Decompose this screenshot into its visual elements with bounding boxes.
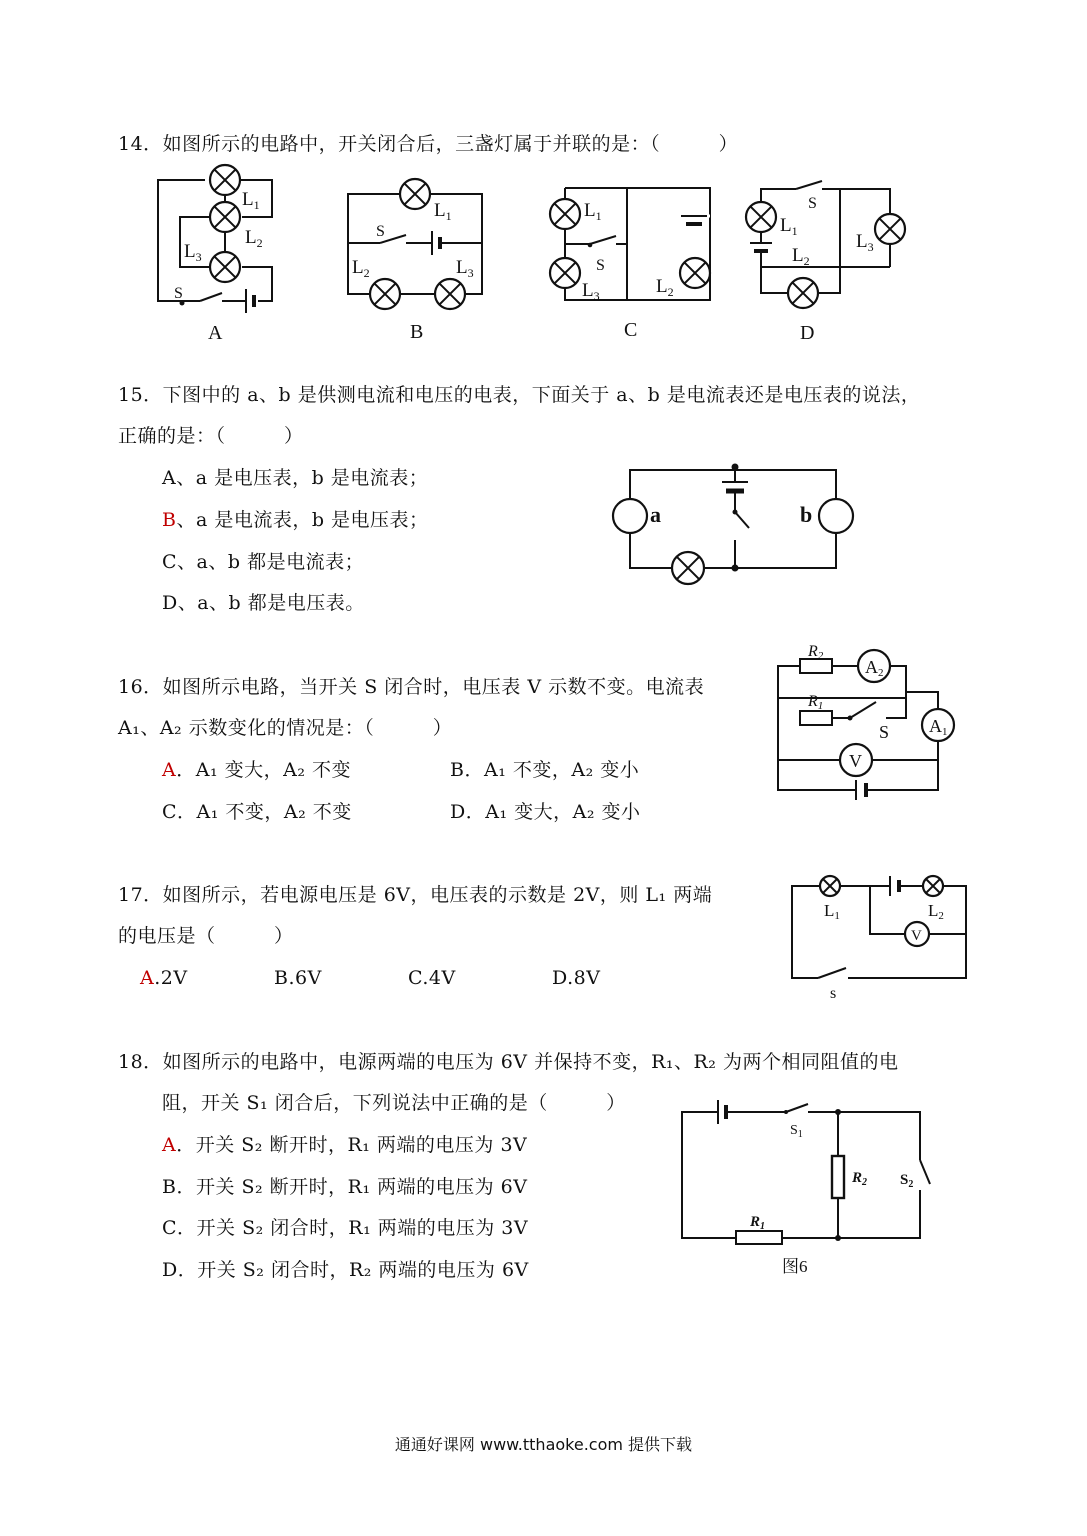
svg-text:L3: $L_3$: [582, 280, 600, 303]
svg-text:L3: $L_3$: [856, 231, 874, 254]
q17-stem-line1: 17．如图所示，若电源电压是 6V，电压表的示数是 2V，则 L₁ 两端: [118, 884, 713, 906]
svg-text:L3: $L_3$: [184, 241, 202, 264]
q15-stem-line1: 15．下图中的 a、b 是供测电流和电压的电表，下面关于 a、b 是电流表还是电压表的说法，: [118, 384, 921, 406]
q17-stem-line2: 的电压是（ ）: [118, 925, 294, 947]
svg-text:R1: R1: [808, 693, 824, 712]
svg-text:A1: A1: [929, 716, 948, 738]
q14-figure-b: [340, 170, 500, 345]
q18-figure: [678, 1098, 928, 1283]
lamp-icon: [370, 279, 400, 309]
svg-text:L1: $L_1$: [584, 200, 602, 223]
lamp-icon: [435, 279, 465, 309]
svg-text:L2: $L_2$: [792, 245, 810, 268]
lamp-icon: [210, 165, 240, 195]
lamp-icon: [400, 179, 430, 209]
svg-text:L3: $L_3$: [456, 257, 474, 280]
q16-stem-line1: 16．如图所示电路，当开关 S 闭合时，电压表 V 示数不变。电流表: [118, 676, 705, 698]
q14-stem: 14．如图所示的电路中，开关闭合后，三盏灯属于并联的是：（ ）: [118, 133, 739, 155]
q14-figure-a: [150, 165, 290, 345]
svg-text:C: C: [624, 319, 638, 341]
resistor-r2: [832, 1156, 844, 1198]
page-footer: 通通好课网 www.tthaoke.com 提供下载: [394, 1435, 693, 1454]
svg-text:R1: $R_1$: [750, 1214, 766, 1232]
q17-option-a: A.2V: [140, 967, 188, 989]
svg-text:V: V: [911, 928, 922, 944]
q18-stem-line2: 阻，开关 S₁ 闭合后，下列说法中正确的是（ ）: [162, 1092, 626, 1114]
svg-text:R2: $R_2$: [852, 1170, 868, 1188]
resistor-r2: [800, 659, 832, 673]
q15-option-b: B、a 是电流表，b 是电压表；: [162, 509, 429, 531]
svg-text:S2: $S_2$: [900, 1172, 914, 1190]
q15-option-a: A、a 是电压表，b 是电流表；: [162, 467, 429, 489]
svg-text:a: a: [650, 502, 661, 527]
q16-figure: [772, 640, 962, 815]
q18-stem-line1: 18．如图所示的电路中，电源两端的电压为 6V 并保持不变，R₁、R₂ 为两个相同阻值的电: [118, 1051, 899, 1073]
q17-option-b: B.6V: [274, 967, 322, 989]
q17-figure: [788, 868, 973, 1003]
q18-option-c: C．开关 S₂ 闭合时，R₁ 两端的电压为 3V: [162, 1217, 529, 1239]
q14-figure-c: [540, 172, 725, 347]
svg-text:L2: $L_2$: [352, 257, 370, 280]
q17-option-d: D.8V: [552, 967, 601, 989]
resistor-r1: [736, 1231, 782, 1244]
lamp-icon: [550, 199, 580, 229]
svg-text:S: S: [808, 195, 817, 212]
svg-text:A: A: [208, 322, 223, 344]
svg-text:L1: L1: [824, 901, 840, 922]
q15-option-c: C、a、b 都是电流表；: [162, 551, 365, 573]
svg-text:S: S: [174, 285, 183, 302]
svg-text:A2: A2: [865, 657, 884, 679]
q15-option-d: D、a、b 都是电压表。: [162, 592, 365, 614]
q18-option-a: A．开关 S₂ 断开时，R₁ 两端的电压为 3V: [162, 1134, 528, 1156]
svg-text:S: S: [596, 257, 605, 274]
svg-text:L2: $L_2$: [656, 276, 674, 299]
lamp-icon: [746, 202, 776, 232]
lamp-icon: [672, 552, 704, 584]
meter-a: [613, 499, 647, 533]
q16-option-a: A．A₁ 变大，A₂ 不变: [162, 759, 351, 781]
q18-option-d: D．开关 S₂ 闭合时，R₂ 两端的电压为 6V: [162, 1259, 529, 1281]
svg-text:L1: $L_1$: [242, 189, 260, 212]
lamp-icon: [210, 252, 240, 282]
lamp-icon: [680, 258, 710, 288]
lamp-icon: [820, 876, 840, 896]
svg-text:B: B: [410, 321, 424, 343]
svg-text:S: S: [879, 722, 890, 742]
q18-option-b: B．开关 S₂ 断开时，R₁ 两端的电压为 6V: [162, 1176, 528, 1198]
svg-text:R2: R2: [808, 643, 824, 662]
lamp-icon: [875, 214, 905, 244]
lamp-icon: [210, 202, 240, 232]
svg-text:L2: $L_2$: [245, 227, 263, 250]
q15-stem-line2: 正确的是：（ ）: [118, 425, 304, 447]
q16-stem-line2: A₁、A₂ 示数变化的情况是：（ ）: [118, 717, 453, 739]
svg-text:图6: 图6: [782, 1257, 808, 1276]
svg-text:D: D: [800, 322, 815, 344]
resistor-r1: [800, 711, 832, 725]
meter-b: [819, 499, 853, 533]
lamp-icon: [550, 258, 580, 288]
q16-option-c: C．A₁ 不变，A₂ 不变: [162, 801, 352, 823]
q16-option-d: D．A₁ 变大，A₂ 变小: [450, 801, 641, 823]
svg-text:V: V: [849, 751, 862, 771]
svg-text:L1: $L_1$: [434, 200, 452, 223]
svg-text:b: b: [800, 502, 813, 527]
svg-text:S: S: [376, 223, 385, 240]
q15-figure: [608, 460, 858, 590]
svg-text:S1: $S_1$: [790, 1123, 803, 1140]
lamp-icon: [788, 278, 818, 308]
q17-option-c: C.4V: [408, 967, 456, 989]
svg-text:L1: $L_1$: [780, 215, 798, 238]
svg-text:L2: L2: [928, 901, 944, 922]
svg-text:s: s: [830, 985, 837, 1002]
q14-figure-d: [738, 175, 918, 347]
q16-option-b: B．A₁ 不变，A₂ 变小: [450, 759, 640, 781]
lamp-icon: [923, 876, 943, 896]
